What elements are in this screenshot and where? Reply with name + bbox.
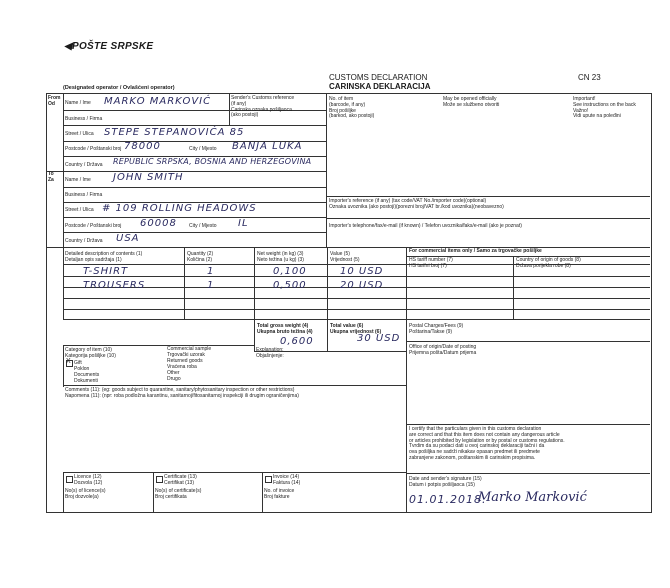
importers-tel-label: Importer's telephone/fax/e-mail (if known) / Telefon uvoznika/faks/e-mail (ako je poznat) bbox=[329, 223, 522, 229]
licence-checkbox[interactable] bbox=[66, 476, 73, 483]
logo-text: POŠTE SRPSKE bbox=[72, 41, 154, 52]
item-2-qty: 1 bbox=[207, 280, 215, 291]
sender-business-label: Business / Firma bbox=[65, 116, 103, 122]
sender-name-value: MARKO MARKOVIĆ bbox=[104, 96, 212, 107]
may-be-opened-label: May be opened officially Može se službeno otvoriti bbox=[443, 96, 500, 108]
certificate-checkbox[interactable] bbox=[156, 476, 163, 483]
total-gross-value: 0,600 bbox=[280, 336, 314, 347]
item-2-weight: 0,500 bbox=[273, 280, 307, 291]
total-gross-label: Total gross weight (4) Ukupna bruto težina (4) bbox=[257, 323, 313, 335]
recipient-city-label: City / Mjesto bbox=[189, 223, 217, 229]
total-value-label: Total value (6) Ukupna vrijednost (6) bbox=[330, 323, 382, 335]
explanation-label: Explanation: Objašnjenje: bbox=[256, 347, 284, 359]
sender-city-value: BANJA LUKA bbox=[232, 141, 303, 152]
country-origin-header: Country of origin of goods (8) Država porijekla robe (8) bbox=[516, 257, 581, 269]
important-label: Important! See instructions on the back Važno! Vidi upute na poleđini bbox=[573, 96, 636, 120]
invoice-label: Invoice (14) Faktura (14) bbox=[273, 474, 301, 486]
recipient-business-label: Business / Firma bbox=[65, 192, 103, 198]
recipient-country-value: USA bbox=[116, 233, 140, 244]
office-origin-label: Office of origin/Date of posting Prijemna pošta/Datum prijema bbox=[409, 344, 477, 356]
recipient-street-label: Street / Ulica bbox=[65, 207, 94, 213]
detailed-desc-header: Detailed description of contents (1) Detaljan opis sadržaja (1) bbox=[65, 251, 143, 263]
signature-date: 01.01.2018. bbox=[409, 493, 487, 506]
sender-street-value: STEPE STEPANOVIĆA 85 bbox=[104, 127, 245, 138]
comments-label: Comments (11): (eg: goods subject to quarantine, sanitary/phytosanitary inspection or other restrictions) Napomena (11): (npr: roba podložna karantinu, sanitarnoj/fitosanitarnoj inspekciji ili drugim ograničenjima) bbox=[65, 387, 299, 399]
gift-check-mark: X bbox=[66, 358, 71, 365]
net-weight-header: Net weight (in kg) (3) Neto težina (u kg) (3) bbox=[257, 251, 304, 263]
sender-postcode-label: Postcode / Poštanski broj bbox=[65, 146, 122, 152]
recipient-city-value: IL bbox=[238, 218, 249, 229]
recipient-name-label: Name / Ime bbox=[65, 177, 91, 183]
item-1-qty: 1 bbox=[207, 266, 215, 277]
sender-city-label: City / Mjesto bbox=[189, 146, 217, 152]
from-label: From Od bbox=[48, 95, 61, 107]
commercial-only-header: For commercial items only / Samo za trgovačke pošiljke bbox=[409, 248, 542, 254]
invoice-checkbox[interactable] bbox=[265, 476, 272, 483]
item-1-weight: 0,100 bbox=[273, 266, 307, 277]
form-code: CN 23 bbox=[578, 73, 601, 82]
sender-country-label: Country / Država bbox=[65, 162, 103, 168]
designated-operator-label: (Designated operator / Ovlašćeni operator) bbox=[63, 85, 175, 91]
item-1-value: 10 USD bbox=[340, 266, 384, 277]
recipient-country-label: Country / Država bbox=[65, 238, 103, 244]
other-label: Other Drugo bbox=[167, 370, 181, 382]
sender-street-label: Street / Ulica bbox=[65, 131, 94, 137]
certify-text: I certify that the particulars given in this customs declaration are correct and that this item does not contain any dangerous article or articles prohibited by legislation or by postal or customs regulations. Tvrdim da su podaci dati u ovoj carinskoj deklaraciji tačni i da ova pošiljka ne sadrži nikakav opasan predmet ili predmete zabranjene zakonom, poštanskim ili carinskim propisima. bbox=[409, 426, 565, 461]
hs-tariff-header: HS tariff number (7) HS tarifni broj (7) bbox=[409, 257, 453, 269]
value-header: Value (5) Vrijednost (5) bbox=[330, 251, 360, 263]
documents-label: Documents Dokumenti bbox=[74, 372, 100, 384]
postal-charges-label: Postal Charges/Fees (9) Poštarina/Takse (9) bbox=[409, 323, 464, 335]
category-label: Category of item (10) Kategorija pošiljke (10) bbox=[65, 347, 116, 359]
invoice-no-label: No. of invoice Broj fakture bbox=[264, 488, 295, 500]
posta-logo bbox=[64, 41, 153, 52]
sender-country-value: REPUBLIC SRPSKA, BOSNIA AND HERZEGOVINA bbox=[113, 157, 312, 166]
commercial-sample-label: Commercial sample Trgovački uzorak bbox=[167, 346, 212, 358]
total-value-value: 30 USD bbox=[357, 333, 401, 344]
recipient-street-value: # 109 ROLLING HEADOWS bbox=[102, 203, 257, 214]
licence-label: Licence (12) Dozvola (12) bbox=[74, 474, 103, 486]
certificate-no-label: No(s) of certificate(s) Broj certifikata bbox=[155, 488, 202, 500]
senders-ref-label: Sender's Customs reference (if any) Carinska oznaka pošiljaoca (ako postoji) bbox=[231, 95, 295, 119]
recipient-postcode-value: 60008 bbox=[140, 218, 177, 229]
title-sr: CARINSKA DEKLARACIJA bbox=[329, 82, 431, 91]
quantity-header: Quantity (2) Količina (2) bbox=[187, 251, 214, 263]
title-en: CUSTOMS DECLARATION bbox=[329, 73, 428, 82]
recipient-postcode-label: Postcode / Poštanski broj bbox=[65, 223, 122, 229]
gift-label: Gift Poklon bbox=[74, 360, 90, 372]
sender-name-label: Name / Ime bbox=[65, 100, 91, 106]
item-2-desc: TROUSERS bbox=[83, 280, 146, 291]
item-no-label: No. of item (barcode, if any) Broj pošiljke (barkod, ako postoji) bbox=[329, 96, 375, 120]
item-1-desc: T-SHIRT bbox=[83, 266, 129, 277]
signature: Marko Marković bbox=[478, 490, 587, 505]
importers-ref-label: Importer's reference (if any) (tax code/VAT No./importer code)(optional) Oznaka uvoznika (ako postoji)(porezni broj/VAT br./kod uvoznika)(neobavezno) bbox=[329, 198, 504, 210]
recipient-name-value: JOHN SMITH bbox=[113, 172, 184, 183]
to-label: To Za bbox=[48, 171, 54, 183]
item-2-value: 20 USD bbox=[340, 280, 384, 291]
returned-goods-label: Returned goods Vraćena roba bbox=[167, 358, 203, 370]
sender-postcode-value: 78000 bbox=[124, 141, 161, 152]
logo-arrow-icon: ◀ bbox=[64, 41, 72, 52]
certificate-label: Certificate (13) Certifikat (13) bbox=[164, 474, 197, 486]
licence-no-label: No(s) of licence(s) Broj dozvole(a) bbox=[65, 488, 106, 500]
date-signature-label: Date and sender's signature (15) Datum i potpis pošiljaoca (15) bbox=[409, 476, 482, 488]
